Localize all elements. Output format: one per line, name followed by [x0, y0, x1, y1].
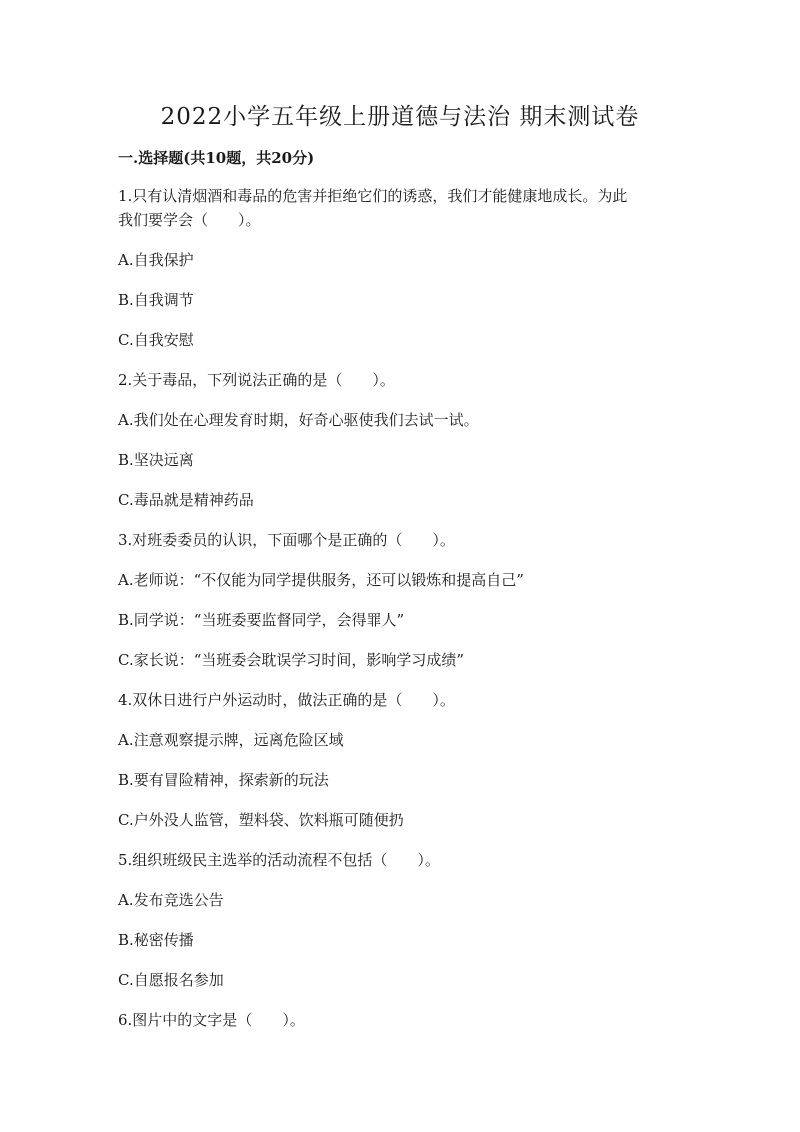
answer-option-c: C.毒品就是精神药品: [118, 491, 254, 509]
question-list: [118, 184, 678, 1048]
question-stem: 3.对班委委员的认识，下面哪个是正确的（ ）。: [118, 531, 455, 549]
answer-option-c: C.自愿报名参加: [118, 971, 224, 989]
answer-option-a: A.自我保护: [118, 251, 194, 269]
answer-option-a: A.发布竞选公告: [118, 891, 224, 909]
question-6: [118, 1008, 678, 1032]
answer-option-a: A.老师说：“不仅能为同学提供服务，还可以锻炼和提高自己”: [118, 571, 524, 589]
answer-option-b: B.同学说：“当班委要监督同学，会得罪人”: [118, 611, 405, 629]
question-stem: 2.关于毒品，下列说法正确的是（ ）。: [118, 371, 395, 389]
answer-option-c: C.户外没人监管，塑料袋、饮料瓶可随便扔: [118, 811, 404, 829]
question-stem: 我们要学会（ ）。: [118, 211, 261, 229]
answer-option-a: A.我们处在心理发育时期，好奇心驱使我们去试一试。: [118, 411, 479, 429]
question-4: [118, 688, 678, 832]
answer-option-b: B.要有冒险精神，探索新的玩法: [118, 771, 329, 789]
question-1: [118, 184, 678, 352]
question-3: [118, 528, 678, 672]
answer-option-c: C.自我安慰: [118, 331, 194, 349]
answer-option-c: C.家长说：“当班委会耽误学习时间，影响学习成绩”: [118, 651, 465, 669]
question-stem: 4.双休日进行户外运动时，做法正确的是（ ）。: [118, 691, 455, 709]
section-heading: 一.选择题(共10题，共20分): [118, 149, 315, 167]
exam-title: 2022小学五年级上册道德与法治 期末测试卷: [160, 104, 640, 130]
answer-option-b: B.秘密传播: [118, 931, 194, 949]
question-stem: 5.组织班级民主选举的活动流程不包括（ ）。: [118, 851, 440, 869]
answer-option-b: B.坚决远离: [118, 451, 194, 469]
question-5: [118, 848, 678, 992]
answer-option-b: B.自我调节: [118, 291, 194, 309]
question-2: [118, 368, 678, 512]
question-stem: 1.只有认清烟酒和毒品的危害并拒绝它们的诱惑，我们才能健康地成长。为此: [118, 187, 628, 205]
answer-option-a: A.注意观察提示牌，远离危险区域: [118, 731, 344, 749]
question-stem: 6.图片中的文字是（ ）。: [118, 1011, 305, 1029]
